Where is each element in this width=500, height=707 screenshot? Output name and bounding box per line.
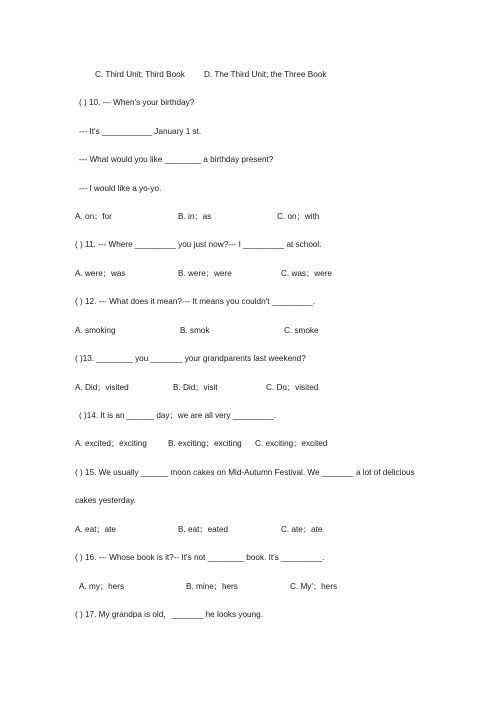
question-13-option-c: C. Do；visited — [266, 383, 319, 392]
question-15-option-c: C. ate；ate — [281, 525, 323, 534]
question-11: ( ) 11. --- Where _________ you just now?--- I _________ at school. — [75, 240, 322, 249]
question-16: ( ) 16. --- Whose book is it?-- It's not ________ book. It's _________. — [75, 553, 325, 562]
question-10-option-b: B. in；as — [178, 212, 212, 221]
question-11-option-b: B. were；were — [178, 269, 232, 278]
question-10-line-b: --- What would you like ________ a birthday present? — [79, 155, 274, 164]
question-12: ( ) 12. --- What does it mean?--- It means you couldn't _________. — [75, 297, 316, 306]
question-15-option-b: B. eat；eated — [178, 525, 229, 534]
question-14-option-b: B. exciting；exciting — [168, 439, 242, 448]
question-13-option-b: B. Did；visit — [173, 383, 218, 392]
question-10-option-c: C. on；with — [277, 212, 320, 221]
question-13-option-a: A. Did；visited — [75, 383, 129, 392]
option-c: C. Third Unit; Third Book — [95, 70, 185, 79]
question-10-option-a: A. on；for — [75, 212, 112, 221]
question-15-continued: cakes yesterday. — [75, 496, 136, 505]
question-12-option-c: C. smoke — [284, 326, 319, 335]
question-11-option-c: C. was；were — [281, 269, 332, 278]
question-14: ( )14. It is an ______ day；we are all very _________. — [79, 411, 277, 420]
question-13: ( )13. ________ you _______ your grandparents last weekend? — [75, 354, 306, 363]
question-11-option-a: A. were；was — [75, 269, 126, 278]
question-17: ( ) 17. My grandpa is old，_______ he looks young. — [75, 610, 263, 619]
question-10-line-a: --- It's ___________ January 1 st. — [79, 127, 202, 136]
question-16-option-a: A. my；hers — [79, 582, 125, 591]
question-10-line-c: --- I would like a yo-yo. — [79, 184, 162, 193]
option-d: D. The Third Unit; the Three Book — [204, 70, 327, 79]
question-15-option-a: A. eat；ate — [75, 525, 116, 534]
question-15: ( ) 15. We usually ______ moon cakes on Mid-Autumn Festival. We _______ a lot of delicious — [75, 468, 415, 477]
question-10: ( ) 10. --- When's your birthday? — [79, 98, 195, 107]
question-16-option-c: C. My'；hers — [290, 582, 338, 591]
question-12-option-a: A. smoking — [75, 326, 116, 335]
question-14-option-c: C. exciting；excited — [255, 439, 328, 448]
question-16-option-b: B. mine；hers — [186, 582, 238, 591]
question-14-option-a: A. excited；exciting — [75, 439, 147, 448]
question-12-option-b: B. smok — [180, 326, 210, 335]
